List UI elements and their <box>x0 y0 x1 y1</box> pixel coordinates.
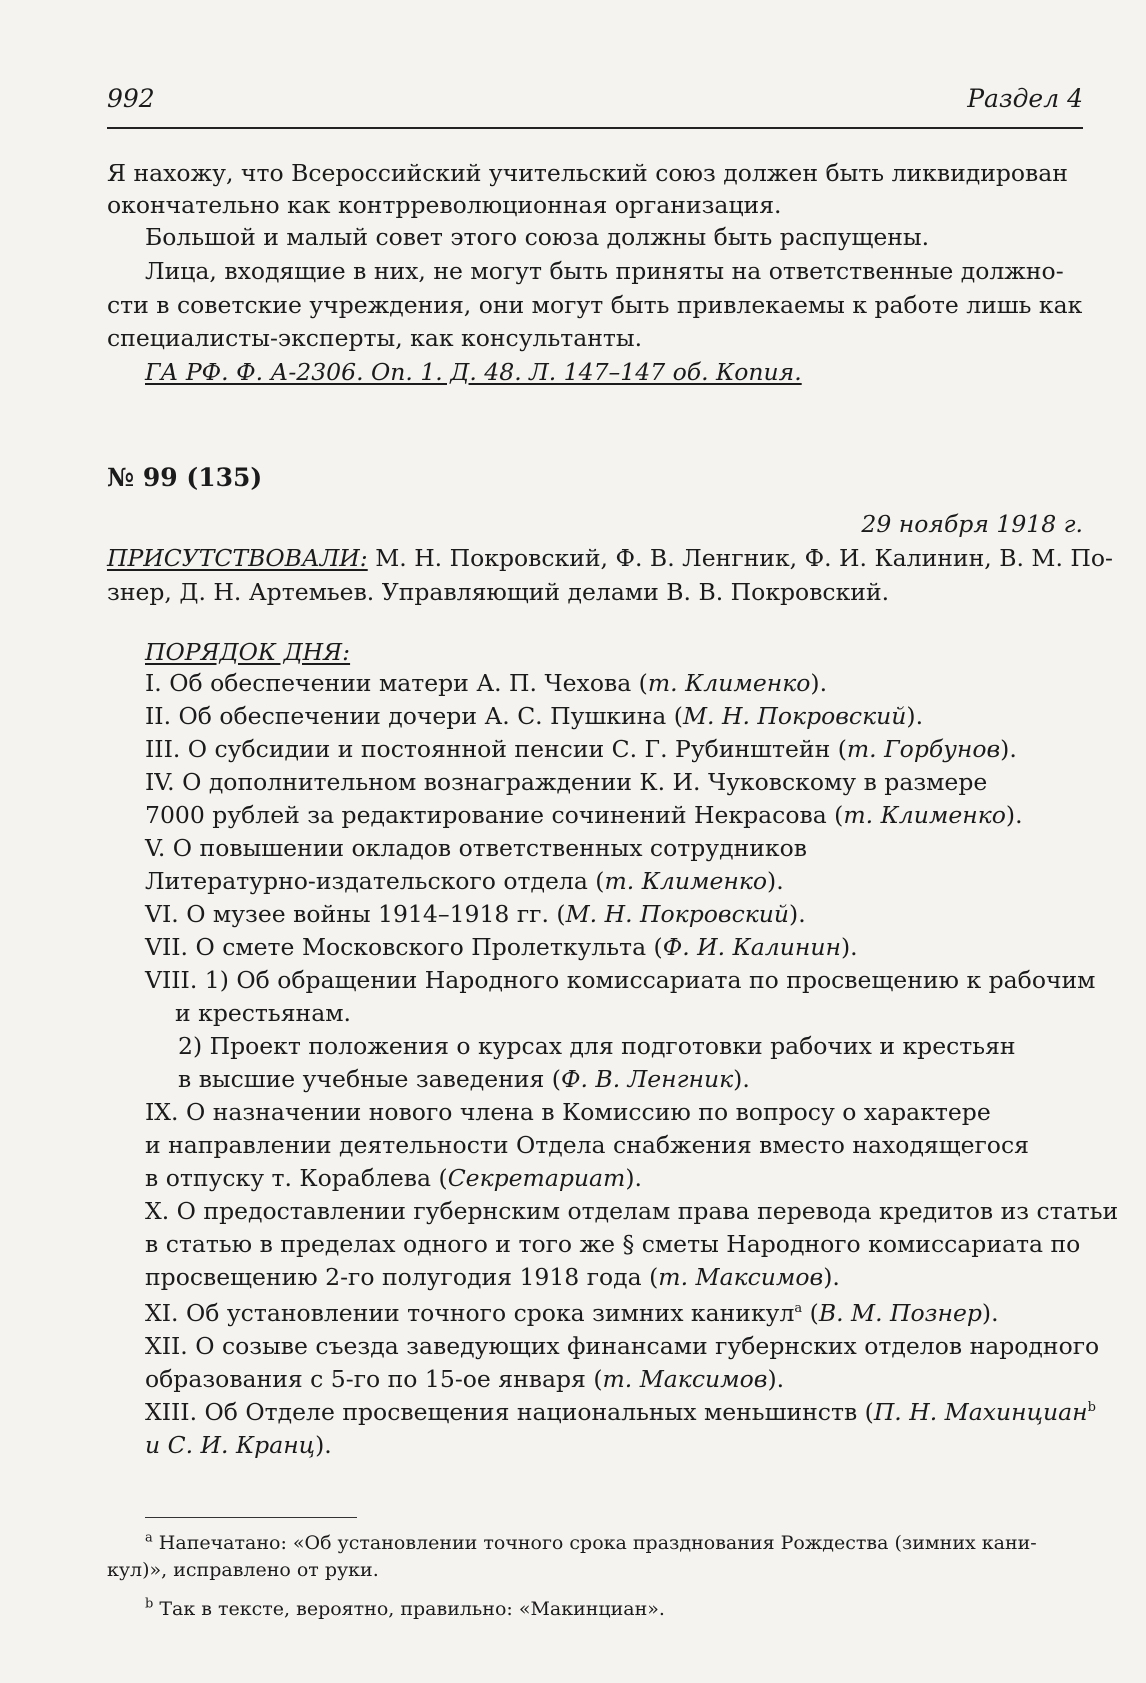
intro-line: сти в советские учреждения, они могут быть привлекаемы к работе лишь как <box>107 291 1083 319</box>
agenda-item: III. О субсидии и постоянной пенсии С. Г. Рубинштейн (т. Горбунов). <box>145 735 1017 763</box>
agenda-item: I. Об обеспечении матери А. П. Чехова (т. Клименко). <box>145 669 828 697</box>
agenda-item: IV. О дополнительном вознаграждении К. И. Чуковскому в размере <box>145 768 988 796</box>
footnote: кул)», исправлено от руки. <box>107 1559 379 1581</box>
footnote: $^a$ Напечатано: «Об установлении точного срока празднования Рождества (зимних кани- <box>145 1530 1037 1554</box>
intro-line: специалисты-эксперты, как консультанты. <box>107 324 643 352</box>
agenda-item: и С. И. Кранц). <box>145 1431 332 1459</box>
agenda-item: просвещению 2-го полугодия 1918 года (т. Максимов). <box>145 1263 840 1291</box>
attendees-names: М. Н. Покровский, Ф. В. Ленгник, Ф. И. Калинин, В. М. По- <box>367 544 1113 572</box>
agenda-title: ПОРЯДОК ДНЯ: <box>145 638 351 666</box>
agenda-item: VII. О смете Московского Пролеткульта (Ф. И. Калинин). <box>145 933 858 961</box>
page-header <box>107 84 1083 128</box>
agenda-item: 7000 рублей за редактирование сочинений Некрасова (т. Клименко). <box>145 801 1023 829</box>
header-rule <box>107 127 1083 129</box>
intro-line: окончательно как контрреволюционная организация. <box>107 191 782 219</box>
page-number: 992 <box>107 84 155 113</box>
agenda-item: X. О предоставлении губернским отделам права перевода кредитов из статьи <box>145 1197 1119 1225</box>
intro-line: Я нахожу, что Всероссийский учительский союз должен быть ликвидирован <box>107 159 1068 187</box>
attendees-label: ПРИСУТСТВОВАЛИ: <box>107 544 368 572</box>
intro-line: Лица, входящие в них, не могут быть приняты на ответственные должно- <box>145 257 1064 285</box>
intro-line: Большой и малый совет этого союза должны быть распущены. <box>145 223 930 251</box>
agenda-item: 2) Проект положения о курсах для подготовки рабочих и крестьян <box>178 1032 1016 1060</box>
agenda-item: образования с 5-го по 15-ое января (т. Максимов). <box>145 1365 785 1393</box>
agenda-item: VIII. 1) Об обращении Народного комиссариата по просвещению к рабочим <box>145 966 1096 994</box>
footnote-divider <box>145 1517 357 1518</box>
agenda-item: и крестьянам. <box>175 999 351 1027</box>
section-title: Раздел 4 <box>967 84 1083 113</box>
footnote: $^b$ Так в тексте, вероятно, правильно: «Макинциан». <box>145 1596 665 1620</box>
agenda-item: VI. О музее войны 1914–1918 гг. (М. Н. Покровский). <box>145 900 806 928</box>
agenda-item: IX. О назначении нового члена в Комиссию по вопросу о характере <box>145 1098 991 1126</box>
attendees-line: знер, Д. Н. Артемьев. Управляющий делами В. В. Покровский. <box>107 578 890 606</box>
footnote-marker: a <box>794 1301 803 1317</box>
document-date: 29 ноября 1918 г. <box>861 510 1083 538</box>
agenda-item: XII. О созыве съезда заведующих финансами губернских отделов народного <box>145 1332 1100 1360</box>
agenda-item: II. Об обеспечении дочери А. С. Пушкина (М. Н. Покровский). <box>145 702 924 730</box>
agenda-item: XIII. Об Отделе просвещения национальных меньшинств (П. Н. Махинциан$^b$ <box>145 1398 1096 1426</box>
agenda-item: Литературно-издательского отдела (т. Клименко). <box>145 867 784 895</box>
document-number: № 99 (135) <box>107 463 263 492</box>
attendees-line <box>107 542 1113 574</box>
footnote-marker: b <box>1087 1400 1096 1416</box>
agenda-item: и направлении деятельности Отдела снабжения вместо находящегося <box>145 1131 1029 1159</box>
agenda-item: V. О повышении окладов ответственных сотрудников <box>145 834 807 862</box>
agenda-item: в статью в пределах одного и того же § сметы Народного комиссариата по <box>145 1230 1081 1258</box>
agenda-item: в отпуску т. Кораблева (Секретариат). <box>145 1164 642 1192</box>
agenda-item: в высшие учебные заведения (Ф. В. Ленгник). <box>178 1065 750 1093</box>
archive-reference: ГА РФ. Ф. А-2306. Оп. 1. Д. 48. Л. 147–147 об. Копия. <box>145 358 802 386</box>
agenda-item: XI. Об установлении точного срока зимних каникул$^a$ (В. М. Познер). <box>145 1299 999 1327</box>
